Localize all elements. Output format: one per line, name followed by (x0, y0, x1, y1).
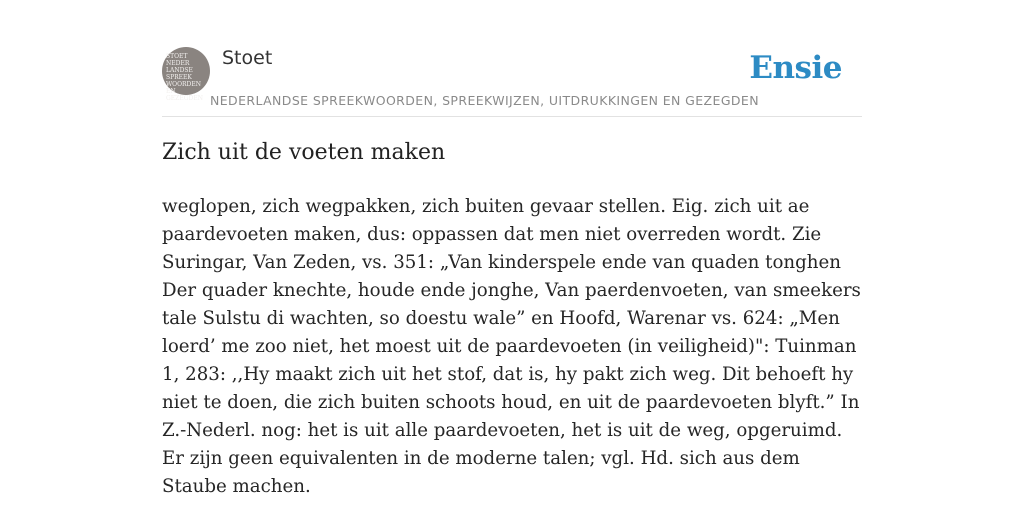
page-header (162, 46, 862, 117)
entry-term: Zich uit de voeten maken (162, 140, 446, 165)
ensie-logo[interactable]: Ensie (749, 50, 842, 86)
book-cover-avatar[interactable] (162, 47, 210, 102)
entry-definition: weglopen, zich wegpakken, zich buiten gevaar stellen. Eig. zich uit ae paardevoeten maken, dus: oppassen dat men niet overreden wordt. Zie Suringar, Van Zeden, vs. 351: „Van kinderspele ende van quaden tonghen Der quader knechte, houde ende jonghe, Van paerdenvoeten, van smeekers tale Sulstu di wachten, so doestu wale” en Hoofd, Warenar vs. 624: „Men loerd’ me zoo niet, het moest uit de paardevoeten (in veiligheid)": Tuinman 1, 283: ,,Hy maakt zich uit het stof, dat is, hy pakt zich weg. Dit behoeft hy niet te doen, die zich buiten schoots houd, en uit de paardevoeten blyft.” In Z.-Nederl. nog: het is uit alle paardevoeten, het is uit de weg, opgeruimd. Er zijn geen equivalenten in de moderne talen; vgl. Hd. sich aus dem Staube machen. (162, 196, 861, 497)
author-name[interactable]: Stoet (222, 47, 273, 69)
book-title[interactable]: NEDERLANDSE SPREEKWOORDEN, SPREEKWIJZEN, UITDRUKKINGEN EN GEZEGDEN (210, 93, 759, 108)
book-cover-text: STOET NEDER LANDSE SPREEK WOORDEN EN GEZEGDEN (166, 53, 203, 102)
